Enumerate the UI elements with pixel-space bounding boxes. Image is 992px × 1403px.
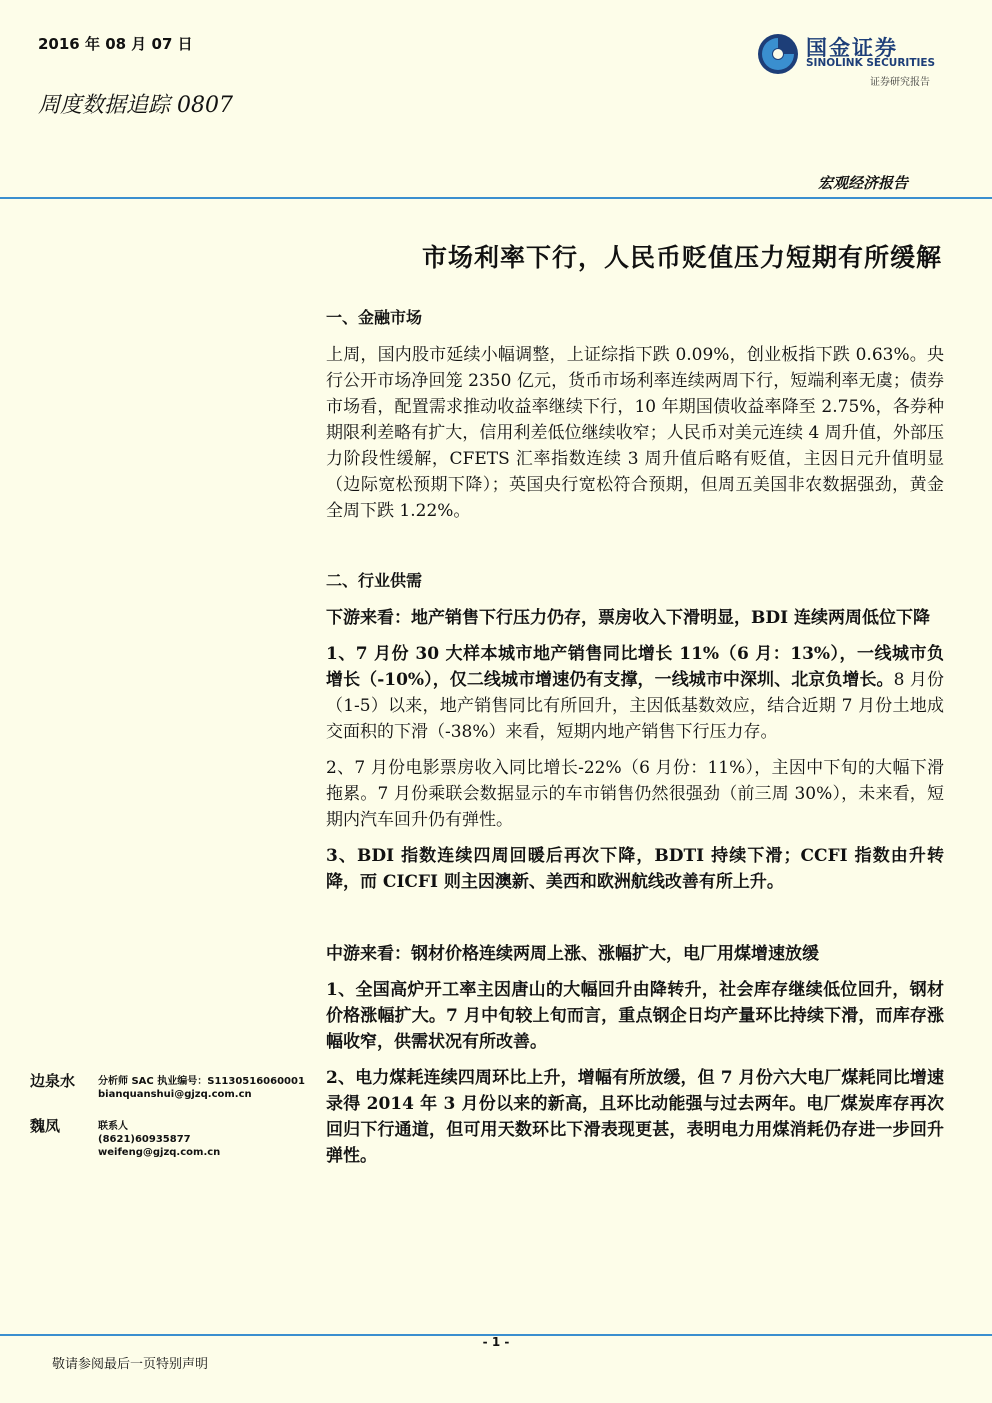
subheading-downstream: 下游来看：地产销售下行压力仍存，票房收入下滑明显，BDI 连续两周低位下降	[326, 608, 930, 628]
main-title: 市场利率下行，人民币贬值压力短期有所缓解	[421, 243, 942, 272]
paragraph-power-coal: 2、电力煤耗连续四周环比上升，增幅有所放缓，但 7 月份六大电厂煤耗同比增速录得 2014 年 3 月份以来的新高，且环比动能强与过去两年。电厂煤炭库存再次回归下行通道，但可用天数环比下滑表现更甚，表明电力用煤消耗仍存进一步回升弹性。	[326, 1068, 944, 1166]
logo-english-name: SINOLINK SECURITIES	[806, 57, 936, 69]
section-heading-financial-markets: 一、金融市场	[326, 308, 423, 327]
report-body	[326, 305, 944, 1179]
paragraph-real-estate-rest: 8 月份（1-5）以来，地产销售同比有所回升，主因低基数效应，结合近期 7 月份土地成交面积的下滑（-38%）来看，短期内地产销售下行压力存。	[326, 670, 944, 742]
author-title: 分析师 SAC 执业编号：S1130516060001	[98, 1076, 305, 1087]
section-heading-industry: 二、行业供需	[326, 571, 423, 590]
author-email: bianquanshui@gjzq.com.cn	[98, 1089, 252, 1100]
author-title: 联系人	[98, 1121, 128, 1132]
author-info	[98, 1070, 305, 1101]
author-email: weifeng@gjzq.com.cn	[98, 1147, 221, 1158]
author-list	[30, 1070, 320, 1173]
author-entry	[30, 1070, 320, 1101]
subheading-midstream: 中游来看：钢材价格连续两周上涨、涨幅扩大，电厂用煤增速放缓	[326, 944, 819, 964]
paragraph-shipping: 3、BDI 指数连续四周回暖后再次下降，BDTI 持续下滑；CCFI 指数由升转降，而 CICFI 则主因澳新、美西和欧洲航线改善有所上升。	[326, 846, 944, 892]
author-name: 魏凤	[30, 1117, 61, 1135]
paragraph-real-estate-lead: 1、7 月份 30 大样本城市地产销售同比增长 11%（6 月：13%），一线城市负增长（-10%），仅二线城市增速仍有支撑，一线城市中深圳、北京负增长。	[326, 644, 944, 690]
header-divider	[0, 197, 992, 199]
paragraph-financial-markets: 上周，国内股市延续小幅调整，上证综指下跌 0.09%，创业板指下跌 0.63%。央行公开市场净回笼 2350 亿元，货币市场利率连续两周下行，短端利率无虞；债券市场看，配置需求推动收益率继续下行，10 年期国债收益率降至 2.75%，各券种期限利差略有扩大，信用利差低位继续收窄；人民币对美元连续 4 周升值，外部压力阶段性缓解，CFETS 汇率指数连续 3 周升值后略有贬值，主因日元升值明显（边际宽松预期下降）；英国央行宽松符合预期，但周五美国非农数据强劲，黄金全周下跌 1.22%。	[326, 345, 944, 521]
author-name: 边泉水	[30, 1072, 76, 1090]
logo-emblem-icon	[756, 32, 800, 76]
author-info	[98, 1115, 220, 1159]
report-date: 2016 年 08 月 07 日	[38, 35, 193, 53]
paragraph-box-office: 2、7 月份电影票房收入同比增长-22%（6 月份：11%），主因中下旬的大幅下滑拖累。7 月份乘联会数据显示的车市销售仍然很强劲（前三周 30%），未来看，短期内汽车回升仍有弹性。	[326, 758, 944, 830]
paragraph-real-estate	[326, 641, 944, 745]
report-series-title: 周度数据追踪 0807	[38, 93, 233, 118]
author-phone: (8621)60935877	[98, 1134, 191, 1145]
logo-chinese-name: 国金证券	[806, 36, 898, 60]
report-type-label: 宏观经济报告	[818, 174, 909, 192]
paragraph-steel: 1、全国高炉开工率主因唐山的大幅回升由降转升，社会库存继续低位回升，钢材价格涨幅扩大。7 月中旬较上旬而言，重点钢企日均产量环比持续下滑，而库存涨幅收窄，供需状况有所改善。	[326, 980, 944, 1052]
page-number: - 1 -	[482, 1335, 510, 1349]
author-entry	[30, 1115, 320, 1159]
footer-disclaimer: 敬请参阅最后一页特别声明	[52, 1357, 209, 1372]
logo-subtitle: 证券研究报告	[870, 77, 930, 88]
